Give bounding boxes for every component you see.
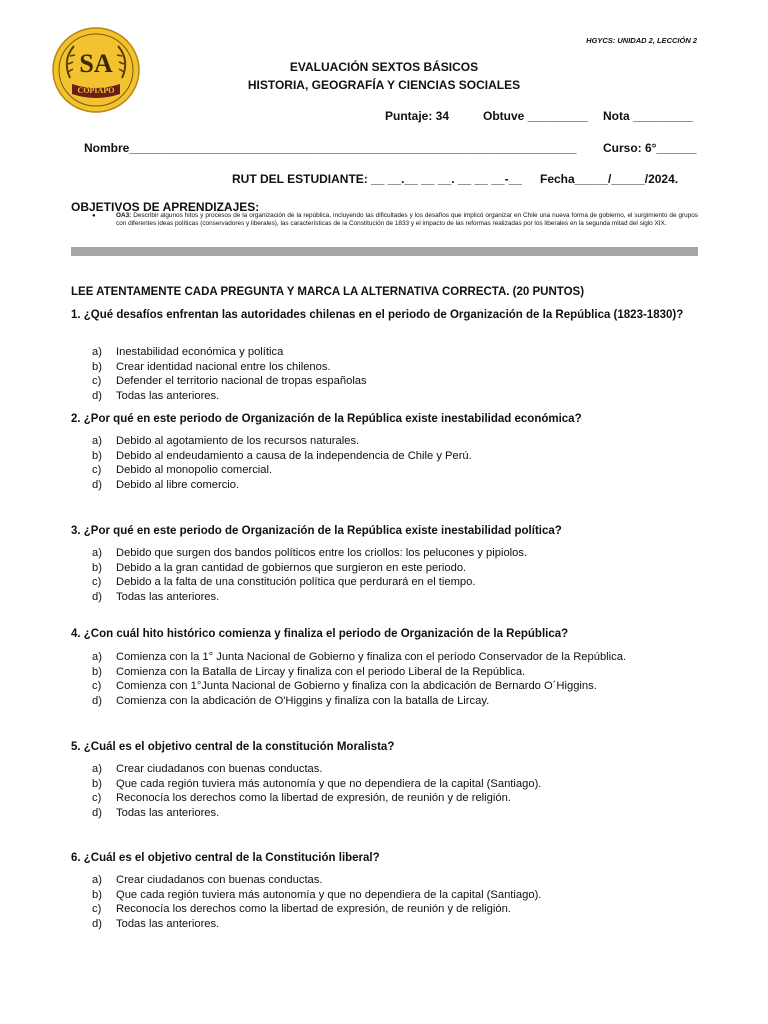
option-3a[interactable]: a) Debido que surgen dos bandos políticos entre los criollos: los pelucones y pipiolos. bbox=[92, 547, 528, 559]
options-1 bbox=[92, 345, 367, 403]
option-1a[interactable]: a) Inestabilidad económica y política bbox=[92, 346, 284, 358]
question-2: 2. ¿Por qué en este periodo de Organización de la República existe inestabilidad económica? bbox=[71, 413, 582, 425]
divider-bar bbox=[71, 247, 698, 256]
option-5b[interactable]: b) Que cada región tuviera más autonomía y que no dependiera de la capital (Santiago). bbox=[92, 777, 542, 790]
nota-field[interactable]: Nota _________ bbox=[603, 109, 694, 123]
question-4: 4. ¿Con cuál hito histórico comienza y finaliza el periodo de Organización de la República? bbox=[71, 628, 569, 640]
question-5: 5. ¿Cuál es el objetivo central de la constitución Moralista? bbox=[71, 741, 395, 753]
option-6d[interactable]: d) Todas las anteriores. bbox=[92, 917, 220, 930]
option-5d[interactable]: d) Todas las anteriores. bbox=[92, 806, 220, 819]
options-4 bbox=[92, 650, 626, 708]
logo-text: COPIAPO bbox=[77, 86, 115, 95]
option-4c[interactable]: c) Comienza con 1°Junta Nacional de Gobierno y finaliza con la abdicación de Bernardo O´Higgins. bbox=[92, 680, 597, 693]
question-6: 6. ¿Cuál es el objetivo central de la Constitución liberal? bbox=[71, 852, 380, 864]
rut-field[interactable]: RUT DEL ESTUDIANTE: __ __.__ __ __. __ __ __-__ bbox=[232, 172, 522, 186]
subject-title: HISTORIA, GEOGRAFÍA Y CIENCIAS SOCIALES bbox=[247, 78, 521, 92]
option-4d[interactable]: d) Comienza con la abdicación de O'Higgins y finaliza con la batalla de Lircay. bbox=[92, 694, 490, 707]
options-5 bbox=[92, 762, 541, 820]
option-4a[interactable]: a) Comienza con la 1° Junta Nacional de Gobierno y finaliza con el período Conservador de la República. bbox=[92, 651, 627, 663]
fecha-field[interactable]: Fecha_____/_____/2024. bbox=[540, 172, 679, 186]
option-2c[interactable]: c) Debido al monopolio comercial. bbox=[92, 464, 273, 477]
puntaje-label: Puntaje: 34 bbox=[385, 109, 450, 123]
logo-monogram: SA bbox=[79, 49, 113, 78]
option-3b[interactable]: b) Debido a la gran cantidad de gobiernos que surgieron en este periodo. bbox=[92, 561, 467, 574]
option-5c[interactable]: c) Reconocía los derechos como la libertad de expresión, de reunión y de religión. bbox=[92, 792, 511, 805]
option-2d[interactable]: d) Debido al libre comercio. bbox=[92, 478, 240, 491]
objectives-title: OBJETIVOS DE APRENDIZAJES: bbox=[71, 200, 260, 214]
option-6a[interactable]: a) Crear ciudadanos con buenas conductas. bbox=[92, 874, 323, 886]
option-2b[interactable]: b) Debido al endeudamiento a causa de la independencia de Chile y Perú. bbox=[92, 449, 472, 462]
option-1c[interactable]: c) Defender el territorio nacional de tropas españolas bbox=[92, 375, 367, 388]
objective-description: Describir algunos hitos y procesos de la organización de la república, incluyendo las dificultades y los desafíos que implicó organizar en Chile una nueva forma de gobierno, el surgimiento de grupos con diferentes ideas políticas (conservadores y liberales), las características de la Constitución de 1833 y el impacto de las reformas realizadas por los liberales en la segunda mitad del siglo XIX. bbox=[116, 212, 698, 228]
option-6b[interactable]: b) Que cada región tuviera más autonomía y que no dependiera de la capital (Santiago). bbox=[92, 888, 542, 901]
bullet-icon: ● bbox=[92, 213, 96, 219]
unit-lesson-tag: HGYCS: UNIDAD 2, LECCIÓN 2 bbox=[586, 36, 697, 45]
option-3c[interactable]: c) Debido a la falta de una constitución política que perdurará en el tiempo. bbox=[92, 576, 476, 589]
question-3: 3. ¿Por qué en este periodo de Organización de la República existe inestabilidad política? bbox=[71, 525, 562, 537]
option-6c[interactable]: c) Reconocía los derechos como la libertad de expresión, de reunión y de religión. bbox=[92, 903, 511, 916]
nombre-field[interactable]: Nombre___________________________________________________________________ bbox=[84, 141, 577, 155]
option-2a[interactable]: a) Debido al agotamiento de los recursos naturales. bbox=[92, 435, 360, 447]
options-6 bbox=[92, 873, 541, 931]
objective-code: OA3: bbox=[116, 212, 132, 219]
question-1: 1. ¿Qué desafíos enfrentan las autoridades chilenas en el periodo de Organización de la República (1823-1830)? bbox=[71, 309, 684, 321]
obtuve-field[interactable]: Obtuve _________ bbox=[483, 109, 588, 123]
option-4b[interactable]: b) Comienza con la Batalla de Lircay y finaliza con el periodo Liberal de la República. bbox=[92, 665, 526, 678]
curso-field[interactable]: Curso: 6°______ bbox=[603, 141, 697, 155]
options-3 bbox=[92, 546, 527, 604]
exam-title: EVALUACIÓN SEXTOS BÁSICOS bbox=[289, 60, 479, 74]
option-3d[interactable]: d) Todas las anteriores. bbox=[92, 590, 220, 603]
options-2 bbox=[92, 434, 472, 492]
option-5a[interactable]: a) Crear ciudadanos con buenas conductas. bbox=[92, 763, 323, 775]
instructions: LEE ATENTAMENTE CADA PREGUNTA Y MARCA LA ALTERNATIVA CORRECTA. (20 PUNTOS) bbox=[71, 286, 585, 298]
option-1b[interactable]: b) Crear identidad nacional entre los chilenos. bbox=[92, 360, 331, 373]
objective-text bbox=[116, 212, 698, 229]
option-1d[interactable]: d) Todas las anteriores. bbox=[92, 389, 220, 402]
